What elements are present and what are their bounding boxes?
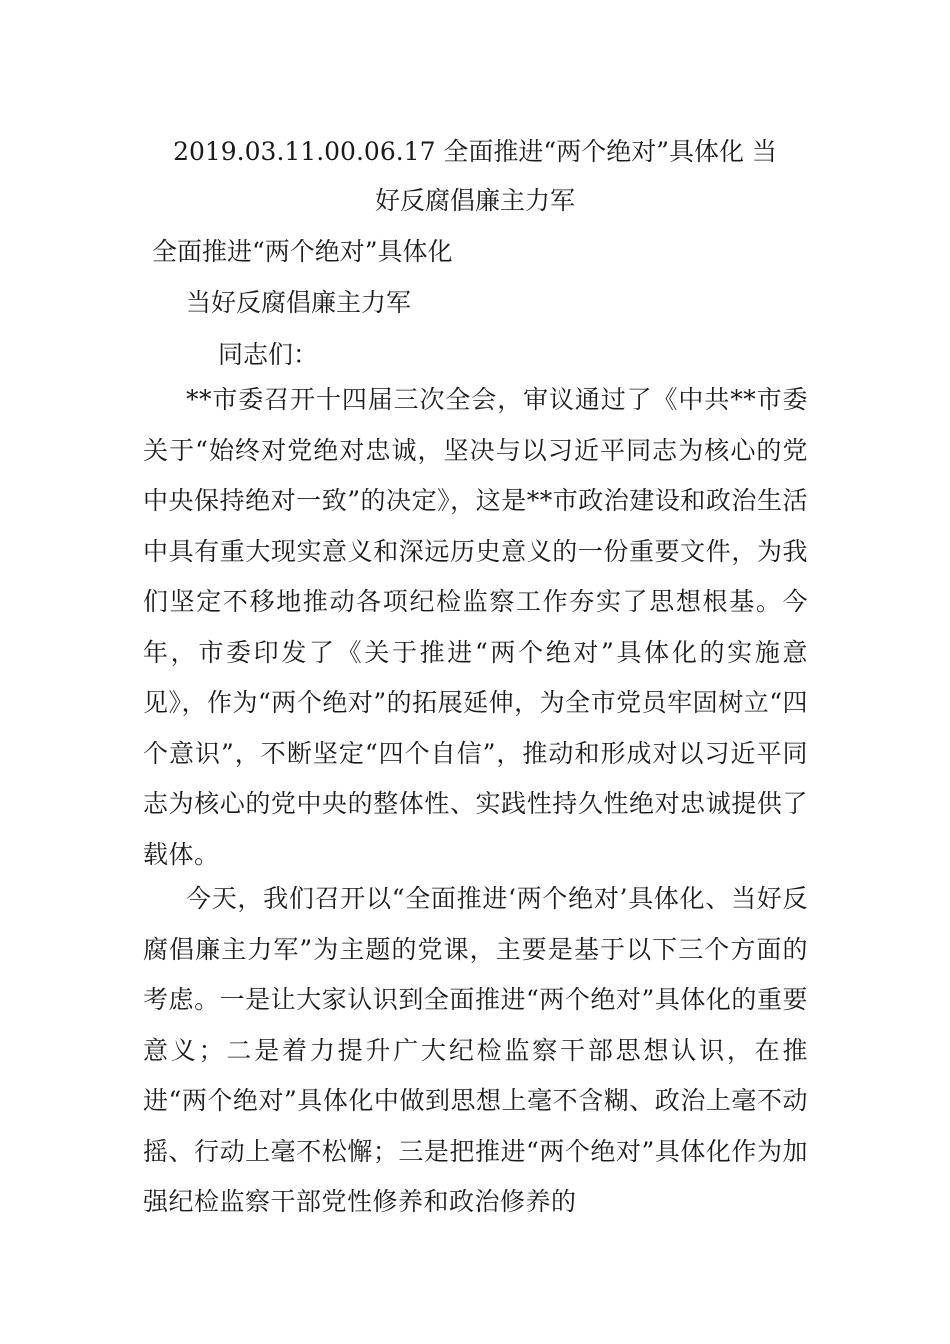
greeting: 同志们： bbox=[218, 340, 319, 369]
document-title-line-1: 2019.03.11.00.06.17 全面推进“两个绝对”具体化 当 bbox=[173, 137, 777, 166]
subtitle-line-2: 当好反腐倡廉主力军 bbox=[186, 288, 412, 317]
subtitle-line-1: 全面推进“两个绝对”具体化 bbox=[152, 237, 453, 266]
body-paragraph: **市委召开十四届三次全会，审议通过了《中共**市委关于“始终对党绝对忠诚，坚决与以习近平同志为核心的党中央保持绝对一致”的决定》，这是**市政治建设和政治生活中具有重大现实意义和深远历史意义的一份重要文件，为我们坚定不移地推动各项纪检监察工作夯实了思想根基。今年，市委印发了《关于推进“两个绝对”具体化的实施意见》，作为“两个绝对”的拓展延伸，为全市党员牢固树立“四个意识”，不断坚定“四个自信”，推动和形成对以习近平同志为核心的党中央的整体性、实践性持久性绝对忠诚提供了载体。 bbox=[143, 385, 808, 869]
body-paragraph: 今天，我们召开以“全面推进‘两个绝对’具体化、当好反腐倡廉主力军”为主题的党课，主要是基于以下三个方面的考虑。一是让大家认识到全面推进“两个绝对”具体化的重要意义；二是着力提升广大纪检监察干部思想认识，在推进“两个绝对”具体化中做到思想上毫不含糊、政治上毫不动摇、行动上毫不松懈；三是把推进“两个绝对”具体化作为加强纪检监察干部党性修养和政治修养的 bbox=[143, 884, 808, 1216]
document-title-line-2: 好反腐倡廉主力军 bbox=[374, 186, 575, 215]
